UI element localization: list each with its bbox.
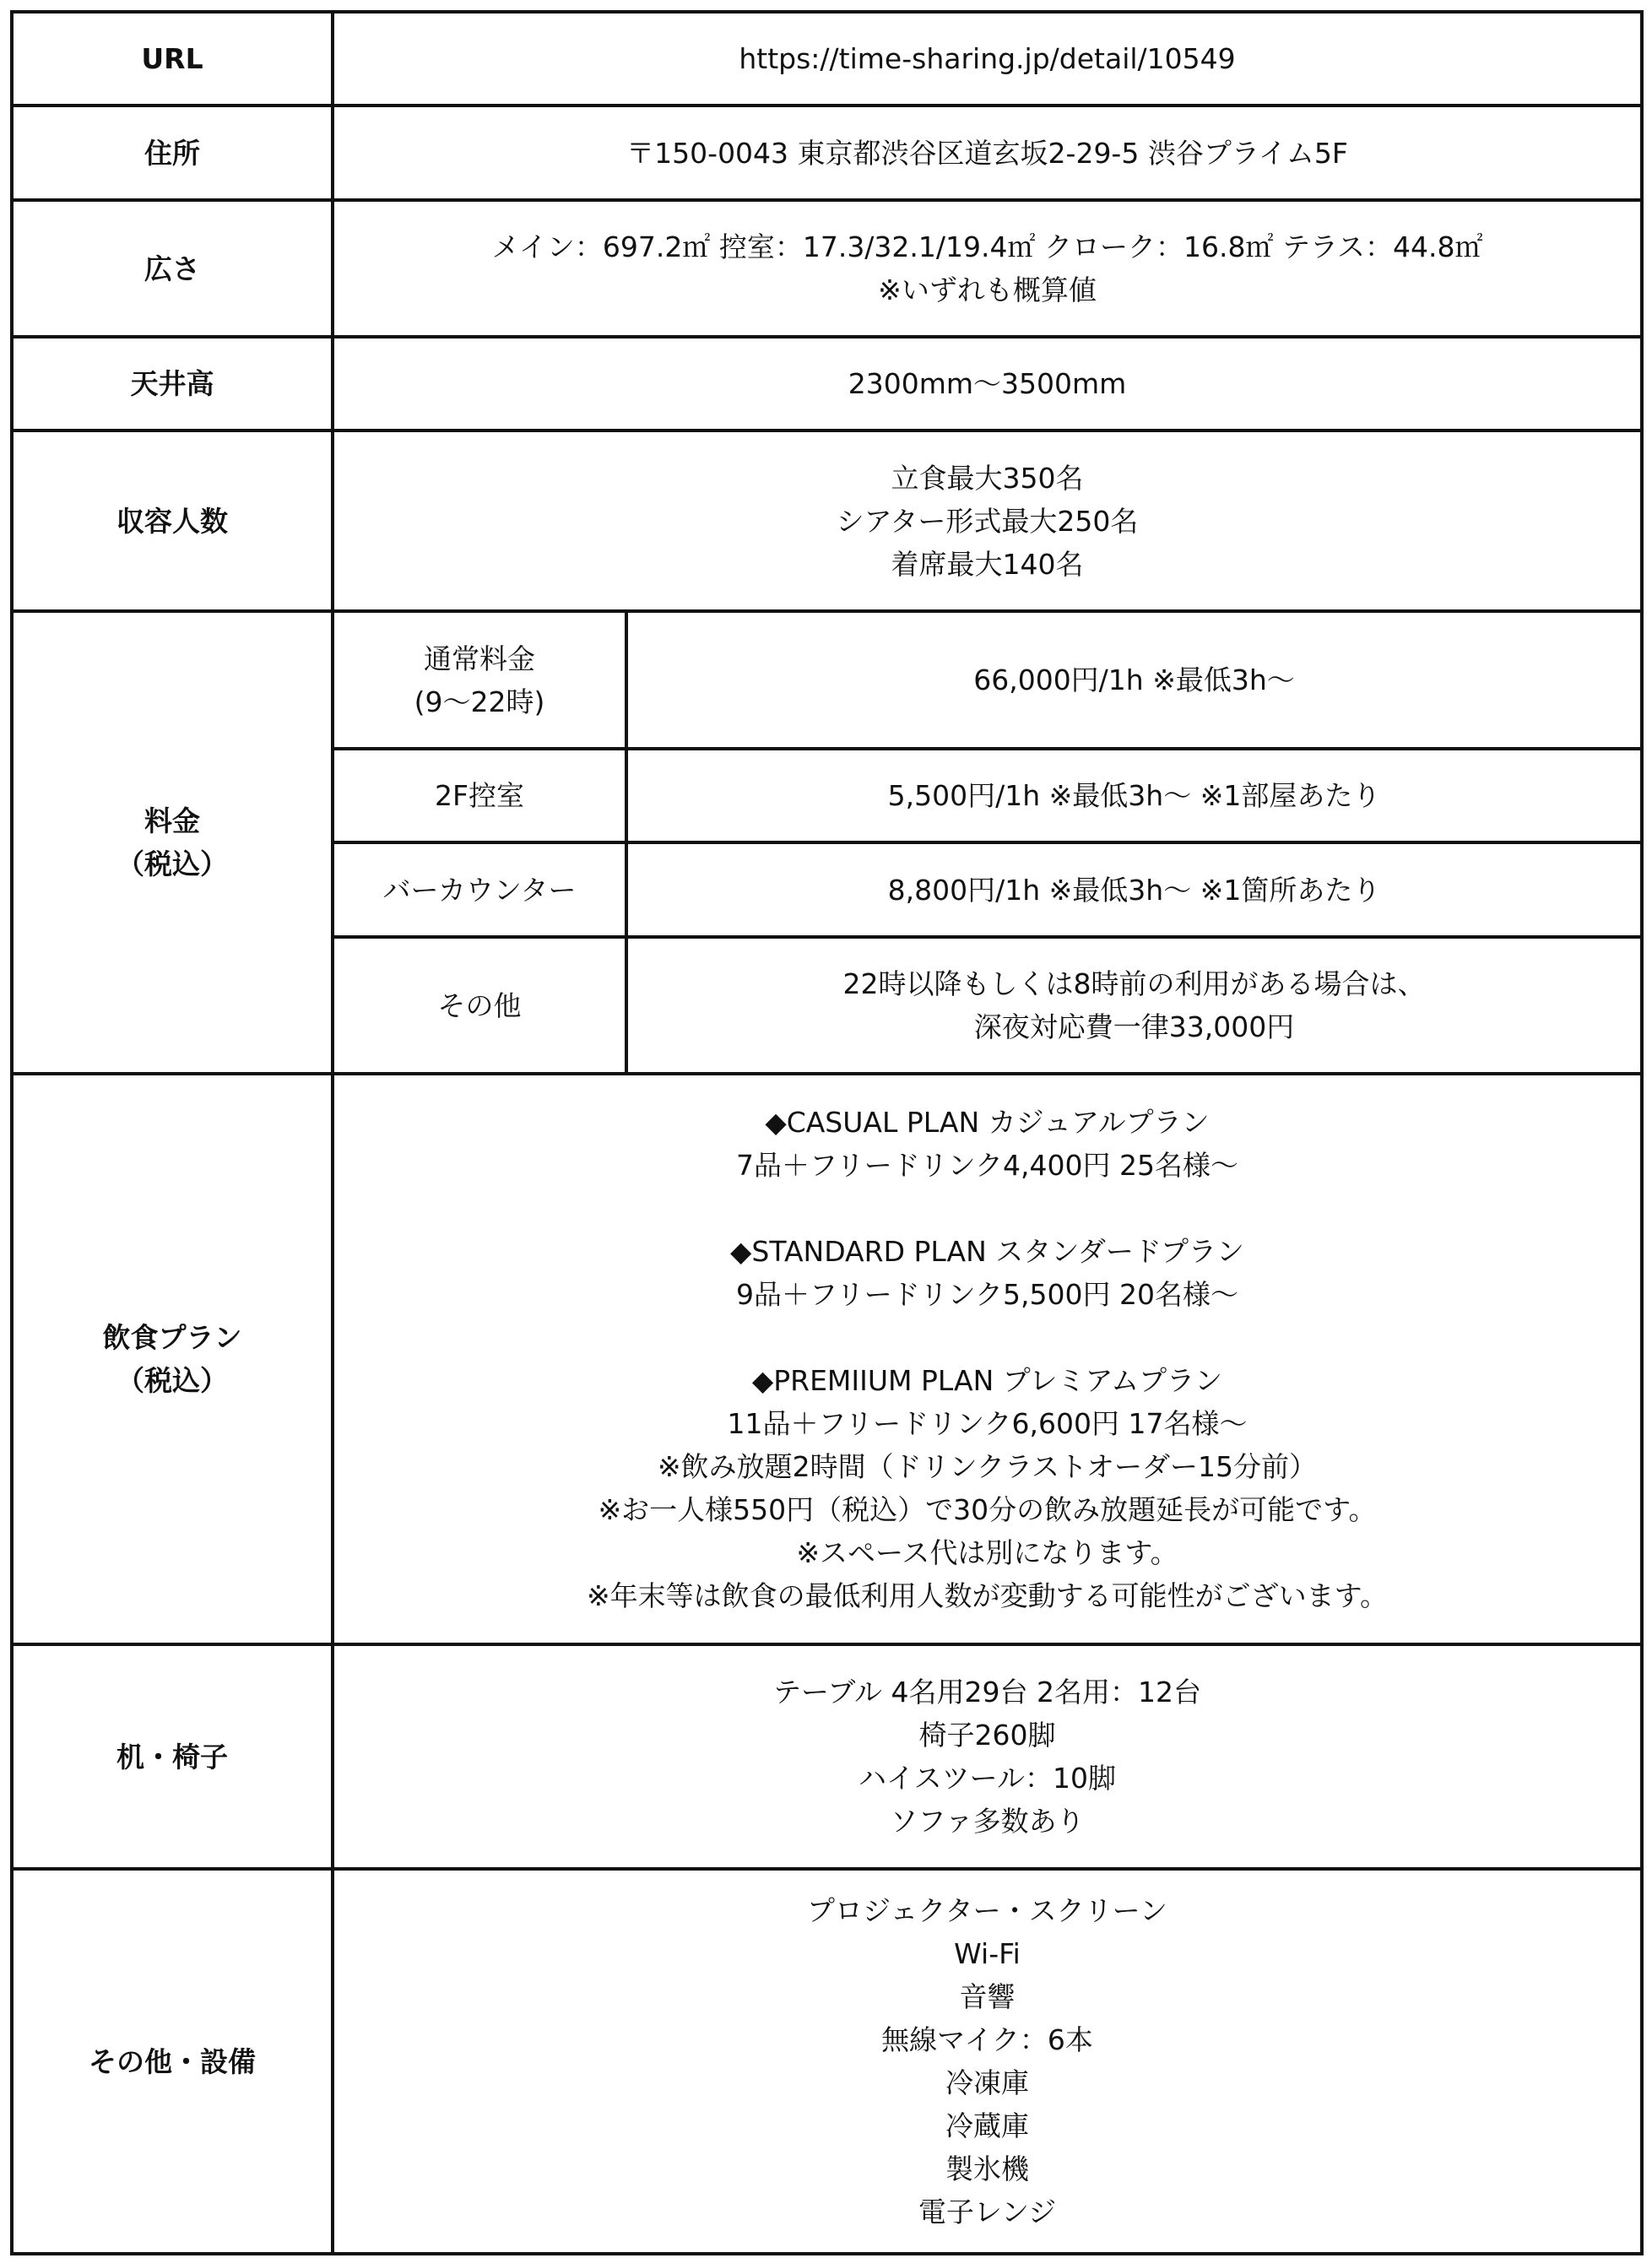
text-line: ※お一人様550円（税込）で30分の飲み放題延長が可能です。 <box>598 1493 1377 1526</box>
text-line: 料金 <box>144 804 200 837</box>
value-address: 〒150-0043 東京都渋谷区道玄坂2-29-5 渋谷プライム5F <box>333 106 1642 200</box>
text-line: 冷蔵庫 <box>945 2109 1029 2142</box>
text-line: バーカウンター <box>382 873 577 907</box>
text-line: ※いずれも概算値 <box>878 273 1097 306</box>
value-capacity <box>333 430 1642 611</box>
value-furniture <box>333 1644 1642 1869</box>
row-food-plan <box>12 1074 1642 1644</box>
text-line: ※年末等は飲食の最低利用人数が変動する可能性がございます。 <box>586 1579 1388 1612</box>
price-item-value <box>626 937 1642 1074</box>
text-line: 音響 <box>959 1980 1016 2013</box>
row-area <box>12 200 1642 337</box>
text-line: ハイスツール：10脚 <box>858 1762 1116 1795</box>
label-price <box>12 611 333 1074</box>
text-line: （税込） <box>116 847 228 880</box>
row-url <box>12 12 1642 106</box>
text-line: ◆CASUAL PLAN カジュアルプラン <box>765 1106 1210 1139</box>
text-line: 5,500円/1h ※最低3h〜 ※1部屋あたり <box>887 779 1381 812</box>
label-area: 広さ <box>12 200 333 337</box>
text-line: 7品＋フリードリンク4,400円 25名様〜 <box>736 1149 1238 1182</box>
label-capacity: 収容人数 <box>12 430 333 611</box>
text-line: テーブル 4名用29台 2名用：12台 <box>773 1676 1201 1708</box>
text-line: 着席最大140名 <box>891 547 1084 581</box>
venue-info-table <box>10 10 1644 2255</box>
value-url: https://time-sharing.jp/detail/10549 <box>333 12 1642 106</box>
price-item-name <box>333 611 626 749</box>
price-item-value <box>626 749 1642 842</box>
blank-line <box>341 1187 1633 1230</box>
label-food-plan <box>12 1074 333 1644</box>
text-line: プロジェクター・スクリーン <box>806 1894 1168 1927</box>
row-address <box>12 106 1642 200</box>
text-line: 立食最大350名 <box>891 461 1084 495</box>
row-equipment <box>12 1869 1642 2254</box>
text-line: 11品＋フリードリンク6,600円 17名様〜 <box>727 1407 1248 1440</box>
text-line: 飲食プラン <box>102 1321 242 1354</box>
price-item-value <box>626 611 1642 749</box>
value-ceiling: 2300mm〜3500mm <box>333 337 1642 430</box>
price-item-name <box>333 749 626 842</box>
text-line: 66,000円/1h ※最低3h〜 <box>973 663 1295 696</box>
label-address: 住所 <box>12 106 333 200</box>
row-capacity <box>12 430 1642 611</box>
value-food-plan <box>333 1074 1642 1644</box>
text-line: 冷凍庫 <box>945 2066 1029 2099</box>
text-line: ※飲み放題2時間（ドリンクラストオーダー15分前） <box>658 1450 1317 1483</box>
value-equipment <box>333 1869 1642 2254</box>
text-line: 通常料金 <box>424 642 535 675</box>
price-item-name <box>333 842 626 937</box>
text-line: 深夜対応費一律33,000円 <box>973 1010 1295 1043</box>
text-line: ◆STANDARD PLAN スタンダードプラン <box>730 1235 1244 1268</box>
text-line: シアター形式最大250名 <box>836 504 1139 538</box>
price-item-value <box>626 842 1642 937</box>
label-furniture: 机・椅子 <box>12 1644 333 1869</box>
text-line: （税込） <box>116 1364 228 1397</box>
text-line: (9〜22時) <box>414 685 545 718</box>
text-line: Wi-Fi <box>954 1937 1021 1970</box>
text-line: 9品＋フリードリンク5,500円 20名様〜 <box>736 1278 1238 1311</box>
text-line: ソファ多数あり <box>890 1805 1085 1838</box>
row-ceiling <box>12 337 1642 430</box>
text-line: その他 <box>437 988 522 1022</box>
text-line: 2F控室 <box>435 779 524 812</box>
text-line: 製氷機 <box>945 2152 1029 2185</box>
price-item-name <box>333 937 626 1074</box>
label-url: URL <box>12 12 333 106</box>
text-line: 22時以降もしくは8時前の利用がある場合は、 <box>842 967 1426 1000</box>
text-line: 電子レンジ <box>918 2196 1057 2228</box>
label-equipment: その他・設備 <box>12 1869 333 2254</box>
text-line: ◆PREMIIUM PLAN プレミアムプラン <box>751 1364 1223 1397</box>
text-line: 8,800円/1h ※最低3h〜 ※1箇所あたり <box>887 873 1381 907</box>
blank-line <box>341 1316 1633 1359</box>
label-ceiling: 天井高 <box>12 337 333 430</box>
row-furniture <box>12 1644 1642 1869</box>
row-price-regular <box>12 611 1642 749</box>
text-line: ※スペース代は別になります。 <box>796 1536 1178 1569</box>
value-area <box>333 200 1642 337</box>
text-line: メイン：697.2㎡ 控室：17.3/32.1/19.4㎡ クローク：16.8㎡ テラス：44.8㎡ <box>491 230 1483 263</box>
text-line: 無線マイク：6本 <box>881 2023 1093 2056</box>
text-line: 椅子260脚 <box>918 1719 1056 1752</box>
